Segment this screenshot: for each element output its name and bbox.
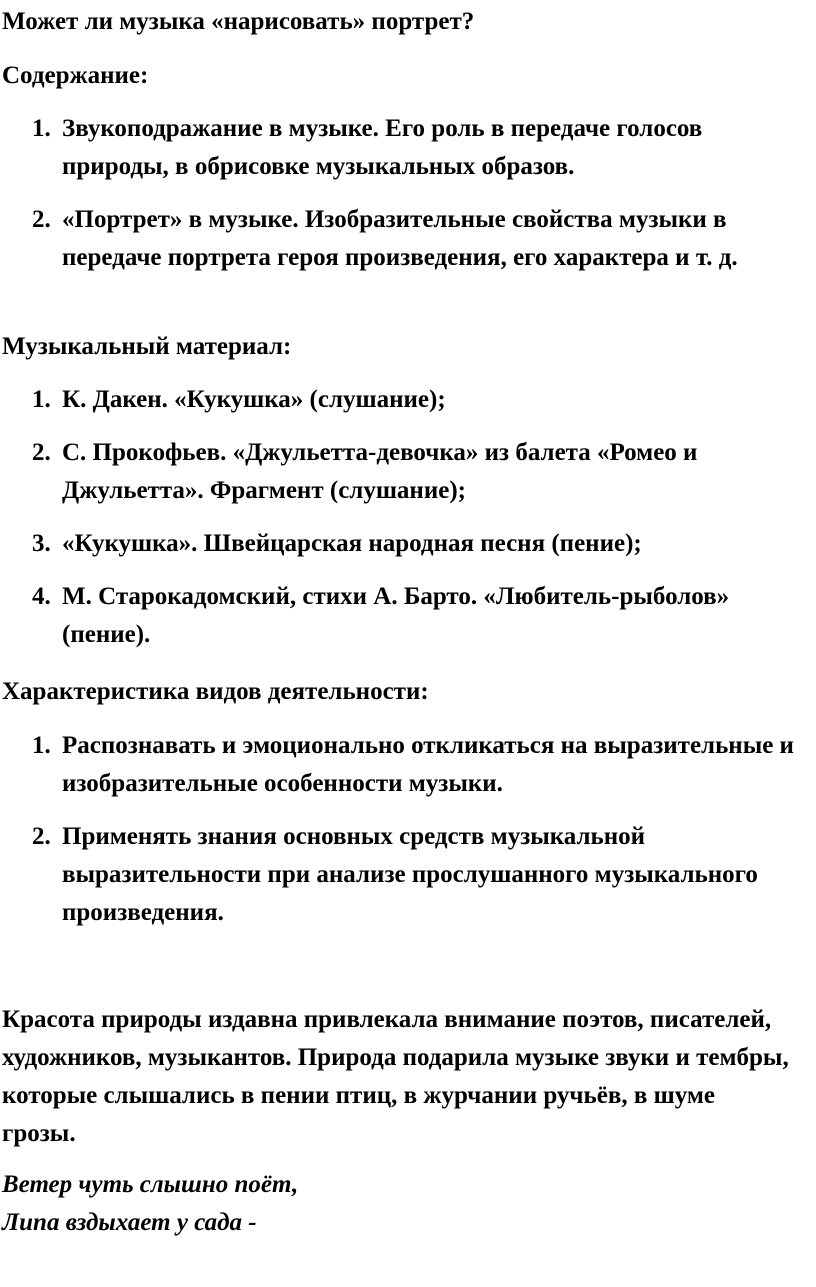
- list-number: 1.: [32, 732, 51, 759]
- list-item: [2, 110, 814, 186]
- list-item: [2, 727, 814, 803]
- list-number: 3.: [32, 530, 51, 557]
- list-item: [2, 818, 814, 932]
- list-number: 2.: [32, 206, 51, 233]
- body-paragraph: Красота природы издавна привлекала внимание поэтов, писателей, художников, музыкантов. Природа подарила музыке звуки и тембры, которые слышались в пении птиц, в журчании ручьёв, в шуме грозы.: [2, 1006, 789, 1147]
- list-item: [2, 381, 814, 419]
- list-number: 4.: [32, 583, 51, 610]
- list-item-text: Звукоподражание в музыке. Его роль в передаче голосов природы, в обрисовке музыкальных образов.: [62, 115, 703, 180]
- list-item-text: Распознавать и эмоционально откликаться на выразительные и изобразительные особенности музыки.: [62, 732, 794, 797]
- poem-line: Ветер чуть слышно поёт,: [2, 1171, 299, 1198]
- list-number: 2.: [32, 823, 51, 850]
- list-number: 2.: [32, 439, 51, 466]
- list-item-text: К. Дакен. «Кукушка» (слушание);: [62, 386, 446, 413]
- content-heading: Содержание:: [2, 62, 149, 89]
- activity-heading: Характеристика видов деятельности:: [2, 678, 429, 705]
- poem-line: Липа вздыхает у сада -: [2, 1209, 257, 1236]
- material-heading: Музыкальный материал:: [2, 333, 292, 360]
- material-list: [2, 381, 814, 654]
- list-item: [2, 525, 814, 563]
- list-item-text: «Портрет» в музыке. Изобразительные свойства музыки в передаче портрета героя произведения, его характера и т. д.: [62, 206, 738, 271]
- list-number: 1.: [32, 386, 51, 413]
- list-item-text: Применять знания основных средств музыкальной выразительности при анализе прослушанного музыкального произведения.: [62, 823, 758, 926]
- list-item-text: М. Старокадомский, стихи А. Барто. «Любитель-рыболов» (пение).: [62, 583, 730, 648]
- list-item-text: «Кукушка». Швейцарская народная песня (пение);: [62, 530, 642, 557]
- activity-list: [2, 727, 814, 932]
- list-item: [2, 434, 814, 510]
- list-item: [2, 201, 814, 277]
- list-item: [2, 578, 814, 654]
- list-number: 1.: [32, 115, 51, 142]
- document-title: Может ли музыка «нарисовать» портрет?: [2, 8, 475, 35]
- list-item-text: С. Прокофьев. «Джульетта-девочка» из балета «Ромео и Джульетта». Фрагмент (слушание);: [62, 439, 698, 504]
- content-list: [2, 110, 814, 277]
